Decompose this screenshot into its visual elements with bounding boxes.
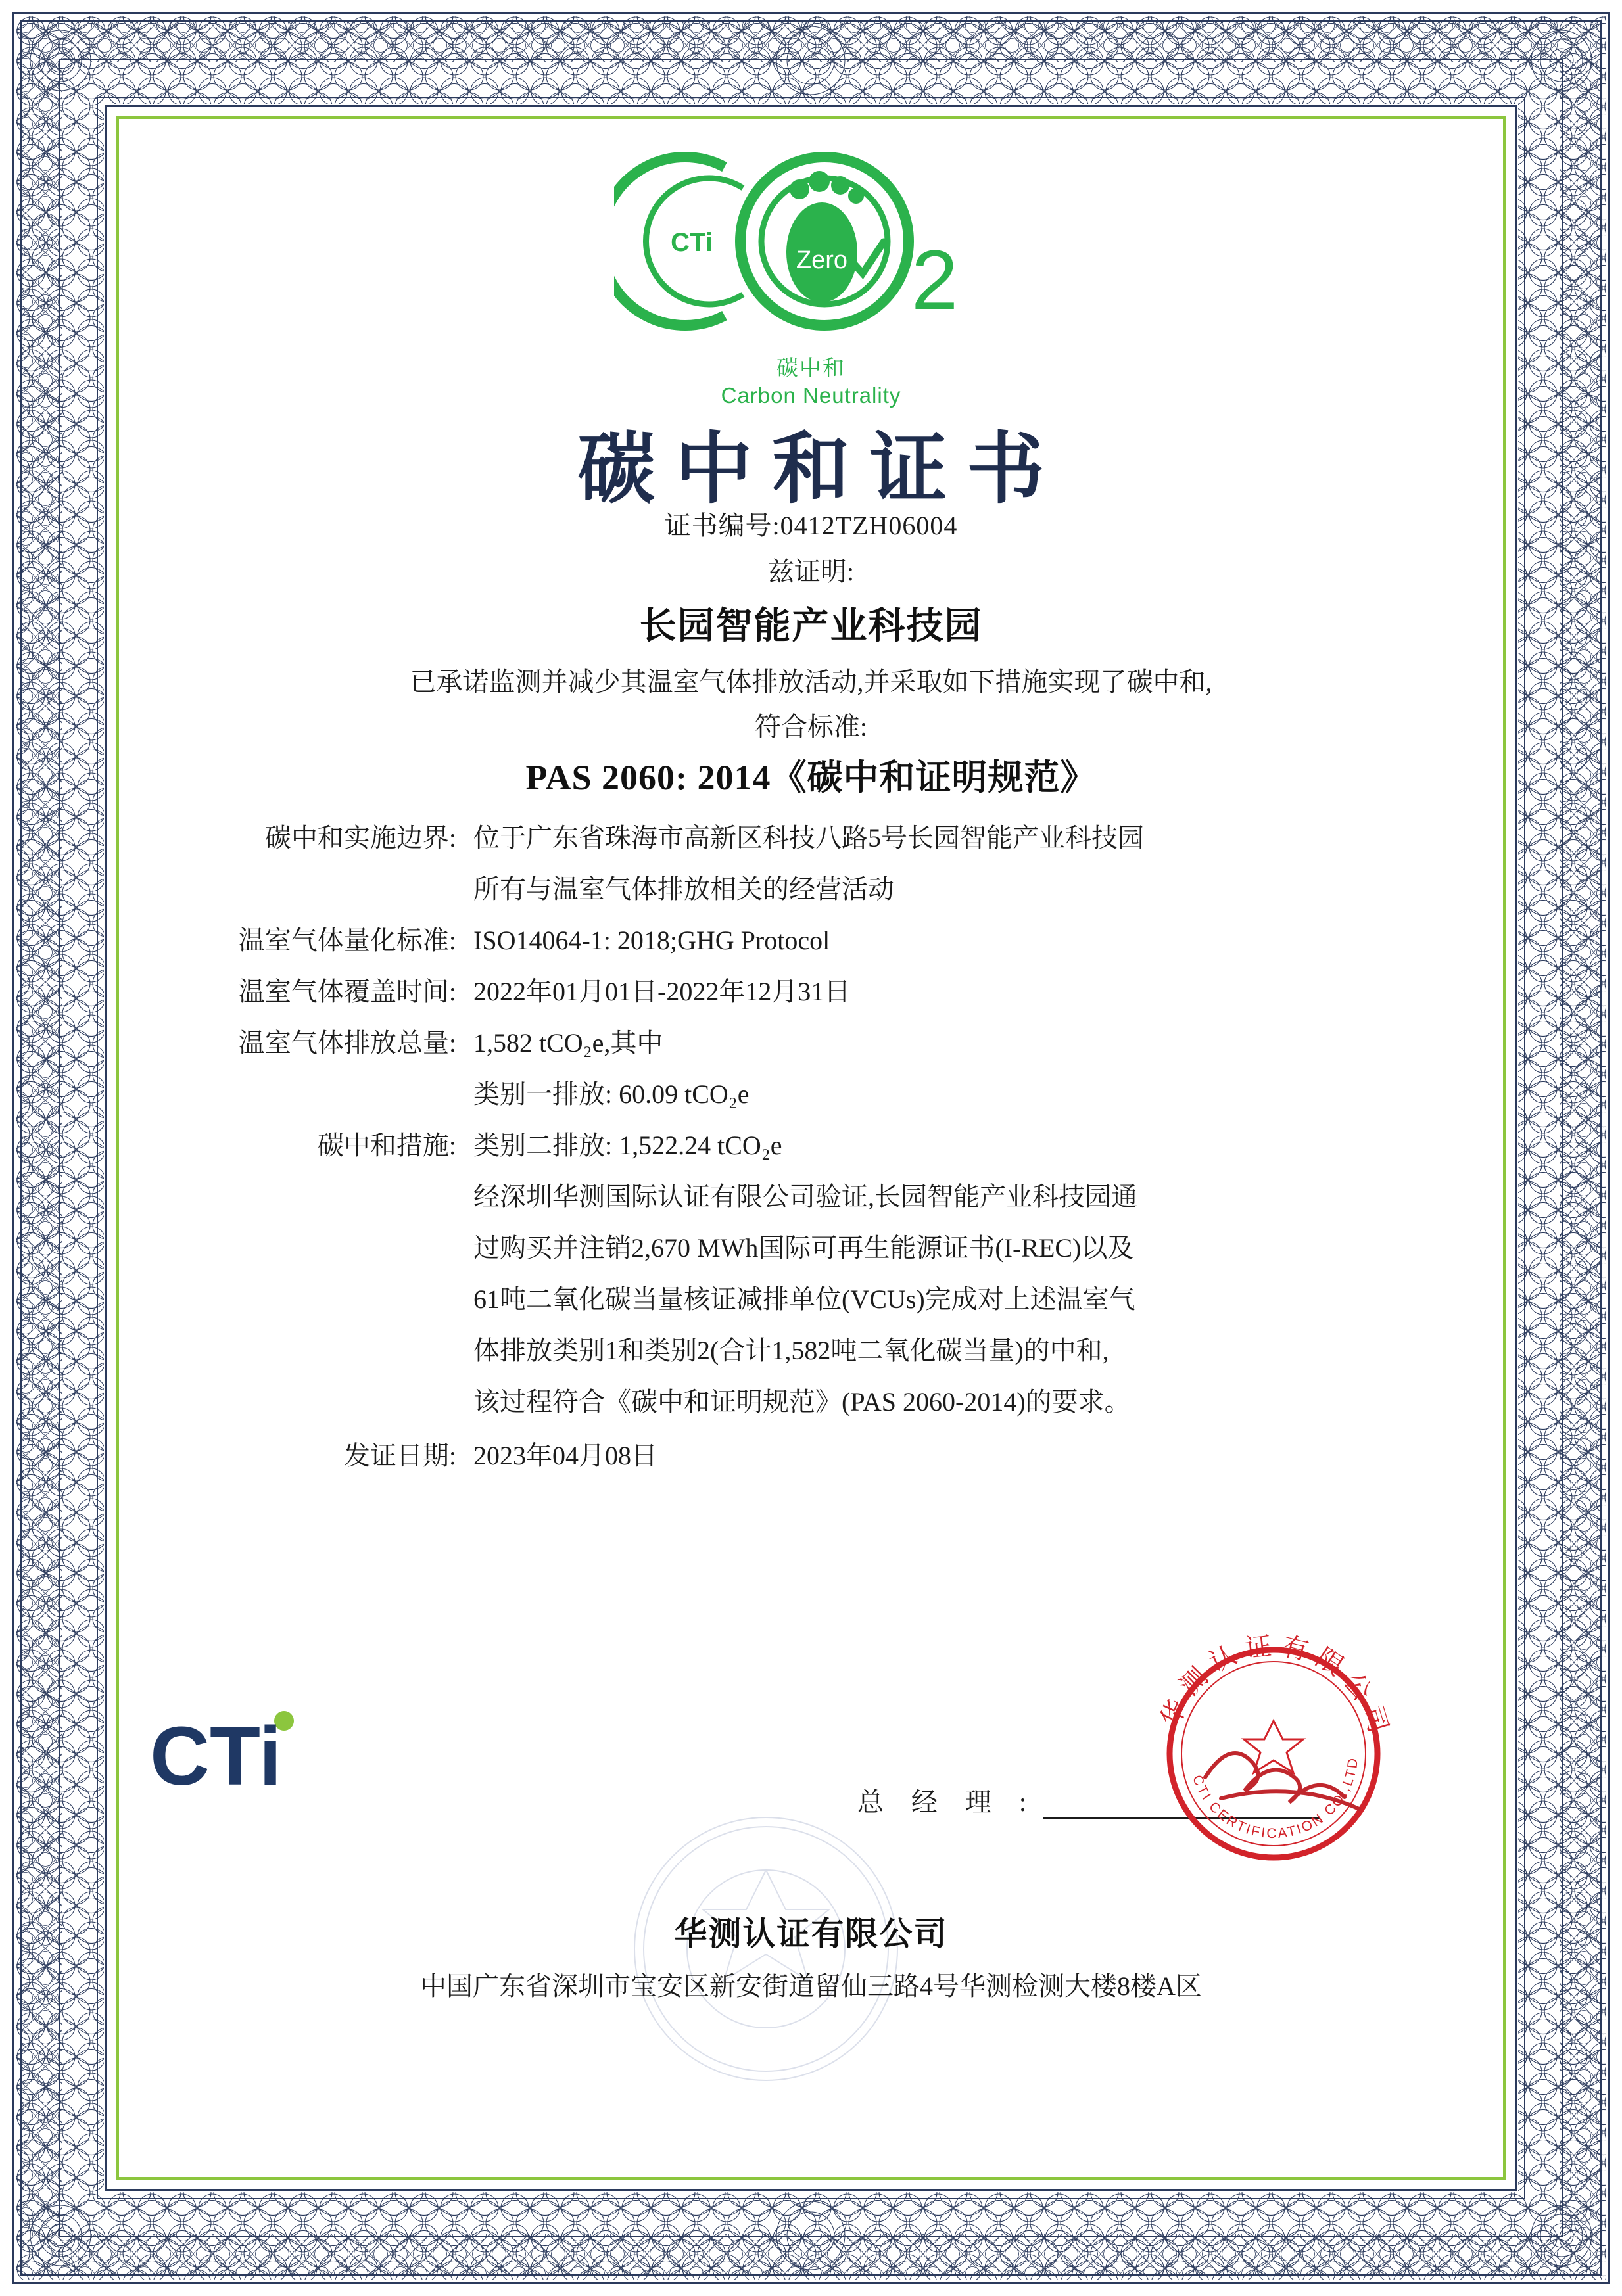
svg-text:华测认证有限公司: [1155, 1630, 1396, 1743]
detail-value-line: 经深圳华测国际认证有限公司验证,长园智能产业科技园通: [473, 1182, 1137, 1211]
svg-text:2: 2: [911, 233, 958, 327]
certificate-number: 证书编号:0412TZH06004: [664, 511, 958, 540]
logo-caption-en: Carbon Neutrality: [721, 383, 901, 408]
svg-text:Zero: Zero: [796, 246, 847, 274]
official-seal: [1142, 1622, 1405, 1885]
standard-name: PAS 2060: 2014《碳中和证明规范》: [525, 758, 1097, 797]
detail-value-line: 过购买并注销2,670 MWh国际可再生能源证书(I-REC)以及: [473, 1233, 1134, 1263]
issuing-company-address: 中国广东省深圳市宝安区新安街道留仙三路4号华测检测大楼8楼A区: [420, 1971, 1202, 2001]
logo-caption-cn: 碳中和: [776, 356, 846, 380]
conformance-label: 符合标准:: [754, 712, 868, 741]
issuing-company-name: 华测认证有限公司: [674, 1915, 948, 1952]
page-title: 碳中和证书: [577, 427, 1064, 513]
handwritten-signature: [1205, 1753, 1359, 1809]
detail-value-line: 位于广东省珠海市高新区科技八路5号长园智能产业科技园: [473, 823, 1144, 853]
detail-label: 温室气体排放总量:: [238, 1028, 456, 1058]
detail-value-line: 1,582 tCO₂e,其中: [473, 1028, 663, 1058]
detail-value: [473, 1018, 1497, 1120]
svg-text:CTi: CTi: [670, 228, 713, 257]
detail-row-coverage-period: [125, 966, 1497, 1018]
detail-value-line: 体排放类别1和类别2(合计1,582吨二氧化碳当量)的中和,: [473, 1336, 1109, 1365]
detail-value-line: 61吨二氧化碳当量核证减排单位(VCUs)完成对上述温室气: [473, 1284, 1135, 1314]
detail-row-issue-date: [125, 1430, 1497, 1482]
co2-zero-logo: [614, 139, 1009, 356]
detail-row-boundary: [125, 812, 1497, 915]
detail-row-quantification-standard: [125, 915, 1497, 966]
general-manager-label: 总 经 理 :: [857, 1787, 1037, 1817]
detail-label: 碳中和实施边界:: [264, 823, 456, 853]
detail-value-line: 类别二排放: 1,522.24 tCO₂e: [473, 1131, 782, 1160]
detail-label: 温室气体量化标准:: [238, 925, 456, 955]
hereby-label: 兹证明:: [767, 557, 855, 586]
co2-logo-svg: [614, 139, 1009, 356]
cti-wordmark: [150, 1702, 347, 1801]
detail-label: 碳中和措施:: [317, 1131, 456, 1160]
seal-text-cn: 华测认证有限公司: [1155, 1630, 1396, 1744]
detail-label: 温室气体覆盖时间:: [238, 977, 456, 1006]
certificate-content: [125, 125, 1497, 2171]
issue-date-label: 发证日期:: [343, 1441, 456, 1470]
detail-value: ISO14064-1: 2018;GHG Protocol: [473, 925, 830, 955]
detail-value: [473, 1120, 1497, 1428]
seal-text-en: CTI CERTIFICATION CO.,LTD: [1189, 1755, 1362, 1842]
certified-company-name: 长园智能产业科技园: [639, 606, 983, 647]
detail-value-line: 该过程符合《碳中和证明规范》(PAS 2060-2014)的要求。: [473, 1387, 1131, 1417]
detail-value: 2022年01月01日-2022年12月31日: [473, 977, 851, 1006]
detail-value-line: 所有与温室气体排放相关的经营活动: [473, 874, 894, 904]
co2-logo-block: [125, 139, 1497, 409]
detail-rows: [125, 812, 1497, 1482]
detail-row-measures: [125, 1120, 1497, 1428]
detail-row-total-emissions: [125, 1018, 1497, 1120]
detail-value-line: 类别一排放: 60.09 tCO₂e: [473, 1079, 750, 1109]
issue-date-value: 2023年04月08日: [473, 1441, 657, 1470]
cti-logo-svg: [150, 1702, 347, 1801]
svg-text:CTi: CTi: [150, 1710, 282, 1801]
commitment-statement: 已承诺监测并减少其温室气体排放活动,并采取如下措施实现了碳中和,: [410, 667, 1212, 697]
detail-value: [473, 812, 1497, 915]
